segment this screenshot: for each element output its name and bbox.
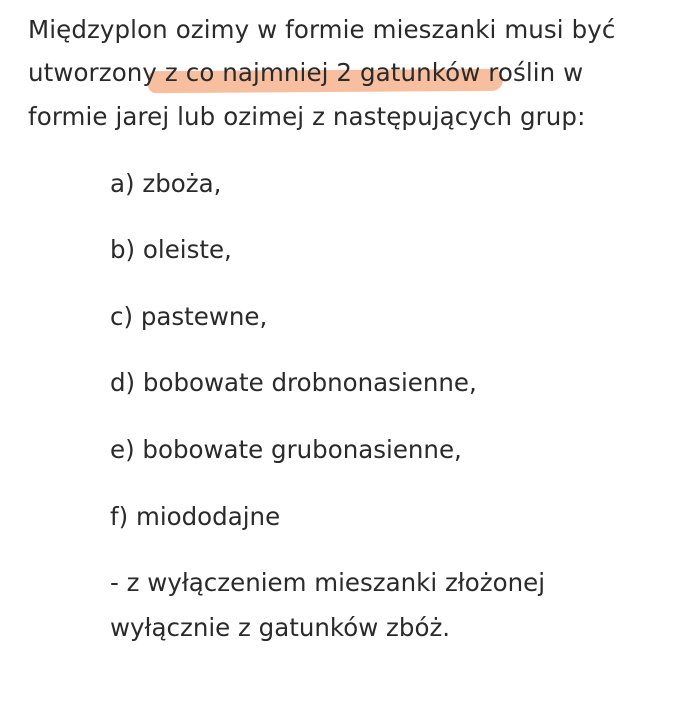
note-line-2: wyłącznie z gatunków zbóż. (110, 613, 451, 642)
note-line-1: - z wyłączeniem mieszanki złożonej (110, 568, 546, 597)
list-item-f: f) miododajne (110, 502, 281, 531)
list-item-c: c) pastewne, (110, 302, 268, 331)
list-item-b: b) oleiste, (110, 235, 232, 264)
list-item-a: a) zboża, (110, 169, 222, 198)
intro-line-3: formie jarej lub ozimej z następujących grup: (28, 102, 586, 131)
intro-line-2: utworzony z co najmniej 2 gatunków roślin w (28, 58, 584, 87)
intro-line-1: Międzyplon ozimy w formie mieszanki musi być (28, 15, 616, 44)
list-item-e: e) bobowate grubonasienne, (110, 435, 462, 464)
list-item-d: d) bobowate drobnonasienne, (110, 368, 477, 397)
